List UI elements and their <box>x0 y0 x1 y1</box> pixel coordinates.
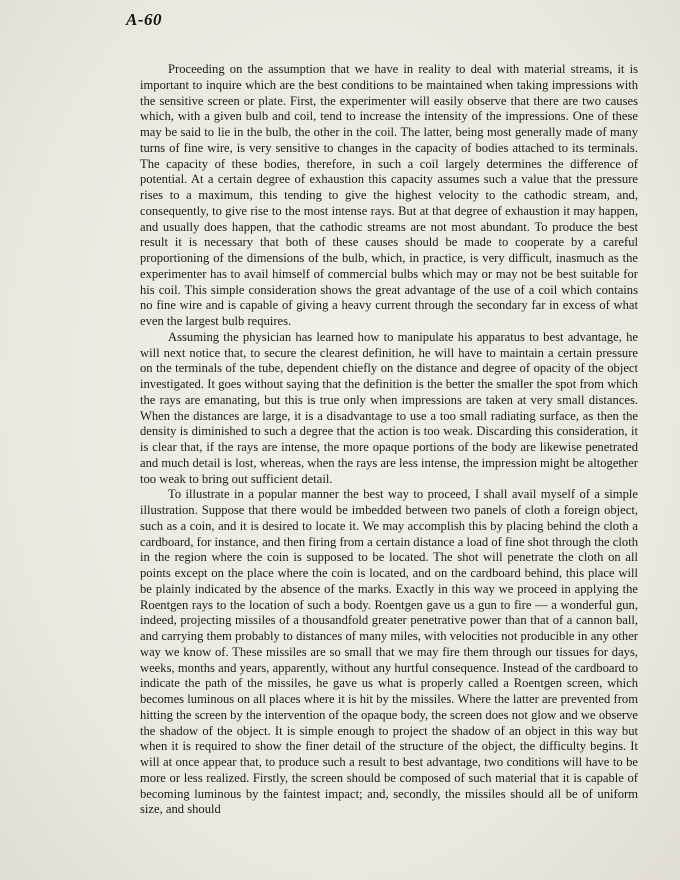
body-text <box>140 62 638 818</box>
paragraph: Assuming the physician has learned how to manipulate his apparatus to best advantage, he will next notice that, to secure the clearest definition, he will have to maintain a certain pressure on the terminals of the tube, dependent chiefly on the distance and degree of opacity of the object investigated. It goes without saying that the definition is the better the smaller the spot from which the rays are emanating, but this is true only when impressions are taken at very small distances. When the distances are large, it is a disadvantage to use a too small radiating surface, as then the density is diminished to such a degree that the action is too weak. Discarding this consideration, it is clear that, if the rays are intense, the more opaque portions of the body are likewise penetrated and much detail is lost, whereas, when the rays are less intense, the impression might be altogether too weak to bring out sufficient detail. <box>140 329 638 486</box>
paragraph: Proceeding on the assumption that we have in reality to deal with material streams, it is important to inquire which are the best conditions to be maintained when taking impressions with the sensitive screen or plate. First, the experimenter will easily observe that there are two causes which, with a given bulb and coil, tend to increase the intensity of the impressions. One of these may be said to lie in the bulb, the other in the coil. The latter, being most generally made of many turns of fine wire, is very sensitive to changes in the capacity of bodies attached to its terminals. The capacity of these bodies, therefore, in such a coil largely determines the difference of potential. At a certain degree of exhaustion this capacity assumes such a value that the pressure rises to a maximum, this tending to give the highest velocity to the cathodic stream, and, consequently, to give rise to the most intense rays. But at that degree of exhaustion it may happen, and usually does happen, that the cathodic streams are not most abundant. To produce the best result it is necessary that both of these causes should be made to cooperate by a careful proportioning of the dimensions of the bulb, which, in practice, is very difficult, inasmuch as the experimenter has to avail himself of commercial bulbs which may or may not be best suitable for his coil. This simple consideration shows the great advantage of the use of a coil which contains no fine wire and is capable of giving a heavy current through the secondary far in excess of what even the largest bulb requires. <box>140 62 638 328</box>
paragraph: To illustrate in a popular manner the best way to proceed, I shall avail myself of a simple illustration. Suppose that there would be imbedded between two panels of cloth a foreign object, such as a coin, and it is desired to locate it. We may accomplish this by placing behind the cloth a cardboard, for instance, and then firing from a certain distance a load of fine shot through the cloth in the region where the coin is supposed to be located. The shot will penetrate the cloth on all points except on the place where the coin is located, and on the cardboard behind, this place will be plainly indicated by the absence of the marks. Exactly in this way we proceed in applying the Roentgen rays to the location of such a body. Roentgen gave us a gun to fire — a wonderful gun, indeed, projecting missiles of a thousandfold greater penetrative power than that of a cannon ball, and carrying them probably to distances of many miles, with velocities not producible in any other way we know of. These missiles are so small that we may fire them through our tissues for days, weeks, months and years, apparently, without any hurtful consequence. Instead of the cardboard to indicate the path of the missiles, he gave us what is properly called a Roentgen screen, which becomes luminous on all places where it is hit by the missiles. Where the latter are prevented from hitting the screen by the intervention of the opaque body, the screen does not glow and we observe the shadow of the object. It is simple enough to project the shadow of an object in this way but when it is required to show the finer detail of the structure of the object, the difficulty begins. It will at once appear that, to produce such a result to best advantage, two conditions will have to be more or less realized. Firstly, the screen should be composed of such material that it is capable of becoming luminous by the faintest impact; and, secondly, the missiles should all be of uniform size, and should <box>140 487 638 817</box>
page-number: A-60 <box>126 10 162 29</box>
